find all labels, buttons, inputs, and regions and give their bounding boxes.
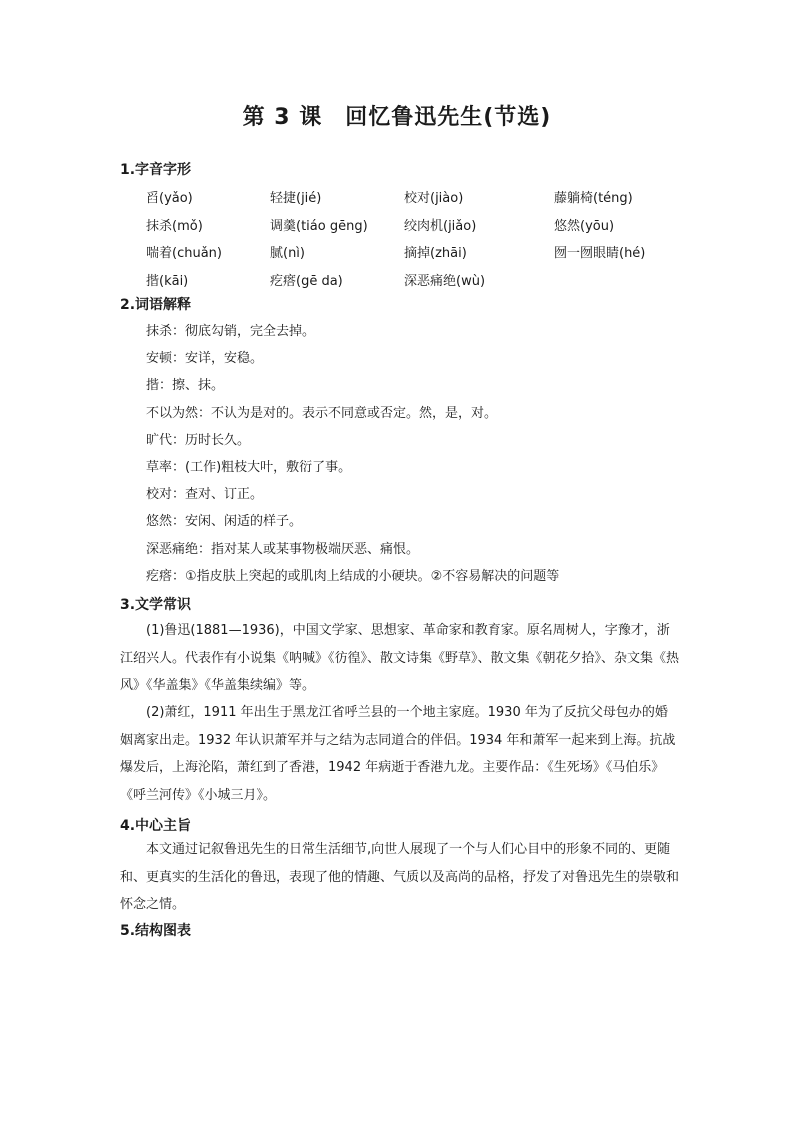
- vocab-item: 调羹(tiáo gēng): [270, 218, 368, 234]
- vocab-row: [146, 211, 706, 239]
- vocab-row: [146, 266, 706, 294]
- vocab-item: 抹杀(mǒ): [146, 218, 203, 234]
- definition-item: 揩：擦、抹。: [146, 378, 225, 394]
- definition-item: 校对：查对、订正。: [146, 487, 264, 503]
- vocab-item: 摘掉(zhāi): [404, 246, 467, 262]
- definitions-list: [146, 318, 706, 590]
- vocab-item: 校对(jiào): [404, 191, 464, 207]
- vocab-item: 喘着(chuǎn): [146, 246, 222, 262]
- vocab-item: 藤躺椅(téng): [554, 191, 633, 207]
- vocab-row: [146, 238, 706, 266]
- literary-paragraph-lu-xun: (1)鲁迅(1881—1936)，中国文学家、思想家、革命家和教育家。原名周树人，字豫才，浙江绍兴人。代表作有小说集《呐喊》《彷徨》、散文诗集《野草》、散文集《朝花夕拾》、杂文集《热风》《华盖集》《华盖集续编》等。: [120, 623, 680, 693]
- definition-item: 悠然：安闲、闲适的样子。: [146, 514, 303, 530]
- vocab-item: 揩(kāi): [146, 273, 189, 289]
- vocab-item: 轻捷(jié): [270, 191, 322, 207]
- vocab-item: 深恶痛绝(wù): [404, 273, 486, 289]
- vocab-item: 绞肉机(jiǎo): [404, 218, 477, 234]
- vocab-item: 疙瘩(gē da): [270, 273, 343, 289]
- section-heading-pronunciation: 1.字音字形: [120, 162, 192, 178]
- definition-item: 旷代：历时长久。: [146, 432, 251, 448]
- vocab-grid: [146, 183, 706, 293]
- vocab-item: 舀(yǎo): [146, 191, 193, 207]
- section-heading-definitions: 2.词语解释: [120, 297, 192, 313]
- definition-item: 深恶痛绝：指对某人或某事物极端厌恶、痛恨。: [146, 541, 420, 557]
- vocab-item: 腻(nì): [270, 246, 305, 262]
- definition-item: 疙瘩：①指皮肤上突起的或肌肉上结成的小硬块。②不容易解决的问题等: [146, 568, 560, 584]
- definition-item: 抹杀：彻底勾销，完全去掉。: [146, 324, 316, 339]
- section-heading-literary-knowledge: 3.文学常识: [120, 597, 192, 613]
- vocab-item: 悠然(yōu): [554, 218, 615, 234]
- definition-item: 草率：(工作)粗枝大叶，敷衍了事。: [146, 459, 352, 475]
- definition-item: 安顿：安详，安稳。: [146, 351, 264, 367]
- vocab-item: 囫一囫眼睛(hé): [554, 246, 646, 262]
- lesson-title: 第 3 课 回忆鲁迅先生(节选): [242, 105, 552, 130]
- theme-paragraph: 本文通过记叙鲁迅先生的日常生活细节,向世人展现了一个与人们心目中的形象不同的、更随和、更真实的生活化的鲁迅，表现了他的情趣、气质以及高尚的品格，抒发了对鲁迅先生的崇敬和怀念之情。: [120, 842, 680, 912]
- definition-item: 不以为然：不认为是对的。表示不同意或否定。然，是，对。: [146, 405, 498, 421]
- section-heading-theme: 4.中心主旨: [120, 818, 192, 834]
- vocab-row: [146, 183, 706, 211]
- section-heading-structure-chart: 5.结构图表: [120, 923, 192, 939]
- literary-paragraph-xiao-hong: (2)萧红，1911 年出生于黑龙江省呼兰县的一个地主家庭。1930 年为了反抗父母包办的婚姻离家出走。1932 年认识萧军并与之结为志同道合的伴侣。1934 年和萧军一起来到上海。抗战爆发后，上海沦陷，萧红到了香港，1942 年病逝于香港九龙。主要作品：《生死场》《马伯乐》《呼兰河传》《小城三月》。: [120, 705, 676, 803]
